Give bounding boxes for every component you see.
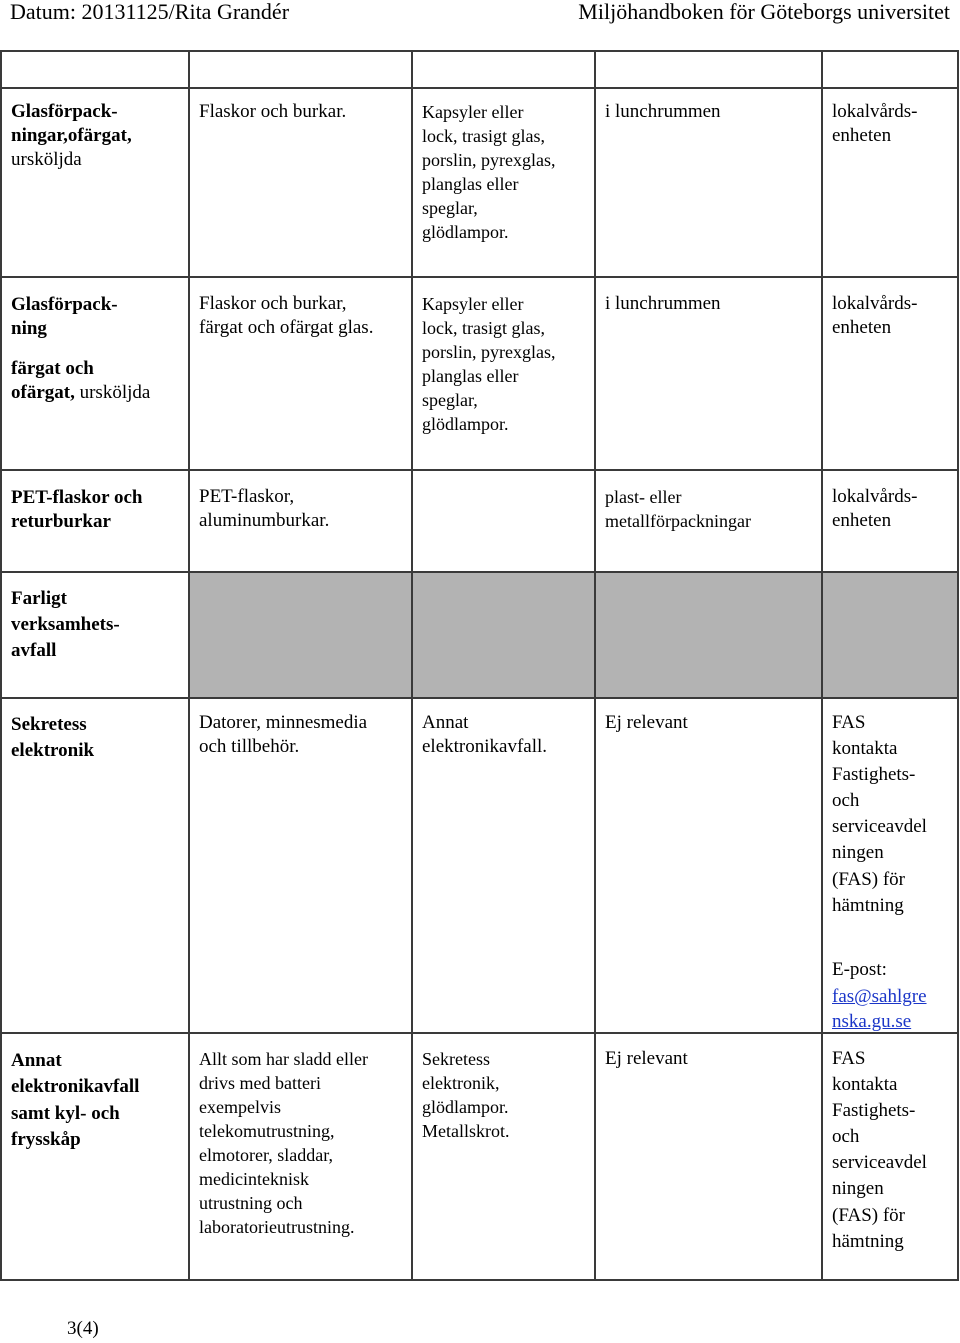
glas-fargat-category-title: Glasförpack- ning xyxy=(11,294,118,339)
table-border-bottom xyxy=(0,1279,959,1281)
glas-ofargat-category: Glasförpack- ningar,ofärgat, ursköljda xyxy=(11,101,132,170)
sekretess-category: Sekretess elektronik xyxy=(11,714,95,761)
pet-examples: PET-flaskor, aluminumburkar. xyxy=(199,486,330,531)
glas-fargat-category-detail: färgat och ofärgat, ursköljda xyxy=(11,358,151,403)
annat-examples: Allt som har sladd eller drivs med batteri exempelvis telekomutrustning, elmotorer, sladdar, medicinteknisk utrustning och laboratorieutrustning. xyxy=(199,1049,368,1237)
glas-ofargat-responsible: lokalvårds- enheten xyxy=(832,101,918,146)
page-number: 3(4) xyxy=(67,1318,99,1339)
annat-responsible: FAS kontakta Fastighets- och serviceavdel ningen (FAS) för hämtning xyxy=(832,1048,927,1252)
glas-fargat-responsible: lokalvårds- enheten xyxy=(832,293,918,338)
glas-ofargat-examples: Flaskor och burkar. xyxy=(199,101,347,122)
sekretess-responsible: FAS kontakta Fastighets- och serviceavdel ningen (FAS) för hämtning xyxy=(832,712,927,916)
table-row-divider xyxy=(0,1032,959,1034)
farligt-row-shading xyxy=(189,572,958,698)
glas-ofargat-location: i lunchrummen xyxy=(605,101,721,122)
annat-category: Annat elektronikavfall samt kyl- och frysskåp xyxy=(11,1050,140,1150)
glas-fargat-examples: Flaskor och burkar, färgat och ofärgat glas. xyxy=(199,293,374,338)
table-border-right xyxy=(957,50,959,1281)
pet-responsible: lokalvårds- enheten xyxy=(832,486,918,531)
table-divider-col3 xyxy=(411,50,413,1281)
table-border-left xyxy=(0,50,2,1281)
annat-location: Ej relevant xyxy=(605,1048,688,1069)
table-row-divider xyxy=(0,276,959,278)
header-document-title: Miljöhandboken för Göteborgs universitet xyxy=(578,0,950,24)
pet-location: plast- eller metallförpackningar xyxy=(605,487,751,531)
sekretess-excluded: Annat elektronikavfall. xyxy=(422,712,548,757)
table-divider-col2 xyxy=(188,50,190,1281)
glas-fargat-excluded: Kapsyler eller lock, trasigt glas, porslin, pyrexglas, planglas eller speglar, glödlampor. xyxy=(422,294,556,434)
sekretess-epost-label: E-post: xyxy=(832,959,887,980)
pet-category: PET-flaskor och returburkar xyxy=(11,487,143,532)
header-date-author: Datum: 20131125/Rita Grandér xyxy=(10,0,290,24)
farligt-category-heading: Farligt verksamhets- avfall xyxy=(11,588,120,661)
sekretess-examples: Datorer, minnesmedia och tillbehör. xyxy=(199,712,368,757)
table-row-divider xyxy=(0,571,959,573)
sekretess-email-link[interactable]: fas@sahlgre nska.gu.se xyxy=(832,986,927,1032)
table-divider-col5 xyxy=(821,50,823,1281)
table-row-divider xyxy=(0,469,959,471)
sekretess-location: Ej relevant xyxy=(605,712,688,733)
glas-fargat-location: i lunchrummen xyxy=(605,293,721,314)
table-border-top xyxy=(0,50,959,52)
glas-ofargat-excluded: Kapsyler eller lock, trasigt glas, porslin, pyrexglas, planglas eller speglar, glödlampor. xyxy=(422,102,556,242)
annat-excluded: Sekretess elektronik, glödlampor. Metallskrot. xyxy=(422,1049,510,1141)
table-row-divider xyxy=(0,87,959,89)
table-divider-col4 xyxy=(594,50,596,1281)
table-row-divider xyxy=(0,697,959,699)
page-header xyxy=(0,0,960,26)
